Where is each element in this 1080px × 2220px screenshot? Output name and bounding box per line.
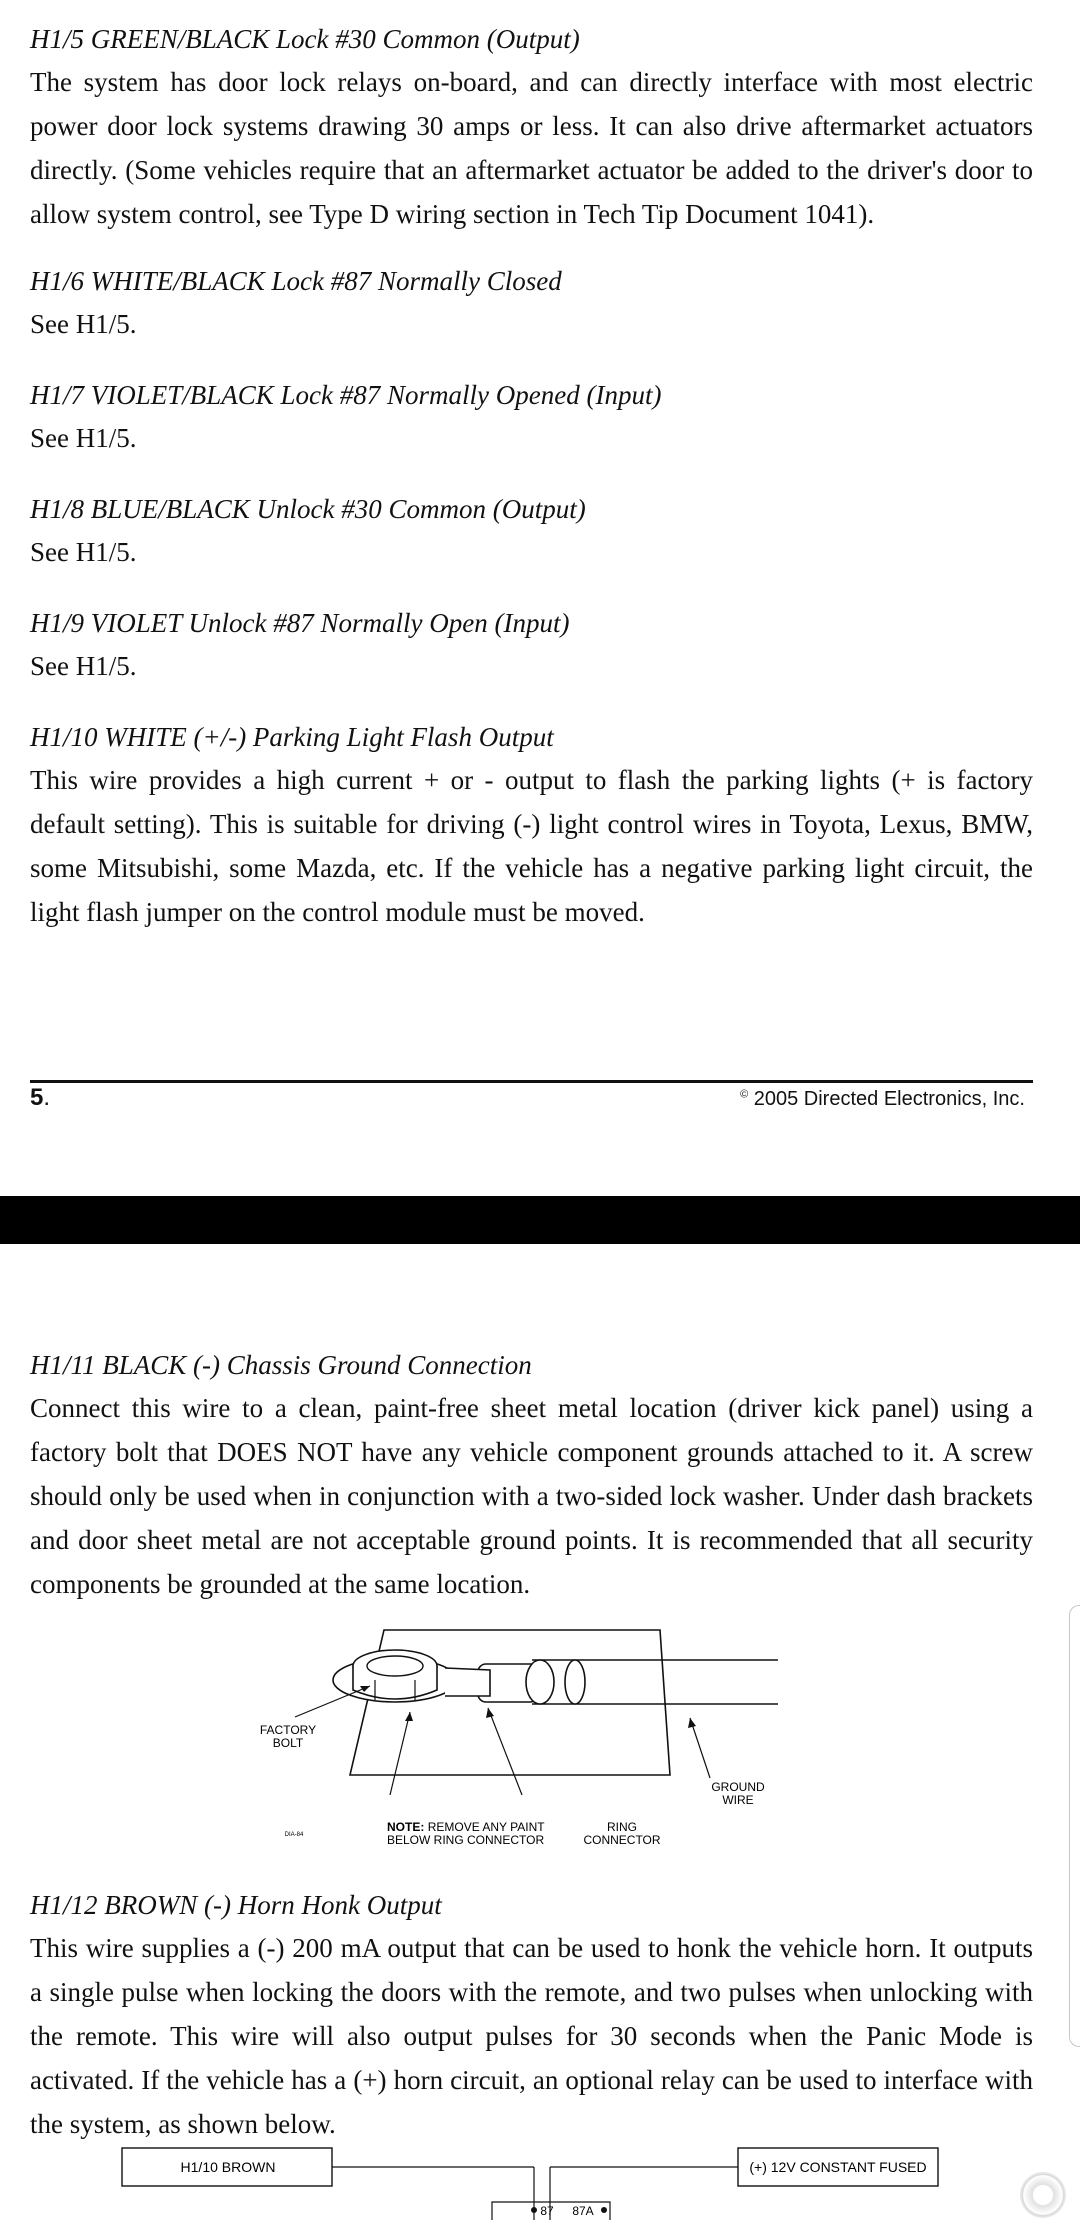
footer-rule: [30, 1080, 1033, 1083]
note-label-2: BELOW RING CONNECTOR: [387, 1833, 545, 1847]
section-body: See H1/5.: [30, 651, 137, 681]
section-body: This wire provides a high current + or - output to flash the parking lights (+ is factory default setting). This is suitable for driving (-) light control wires in Toyota, Lexus, BMW, some Mitsubishi, some Mazda, etc. If the vehicle has a negative parking light circuit, the light flash jumper on the control module must be moved.: [30, 765, 1033, 927]
ground-connection-diagram: [240, 1620, 800, 1860]
section-h1-7: [30, 378, 1033, 460]
section-heading: H1/6 WHITE/BLACK Lock #87 Normally Closed: [30, 266, 562, 296]
section-heading: H1/5 GREEN/BLACK Lock #30 Common (Output): [30, 24, 580, 54]
ring-connector-label-2: CONNECTOR: [583, 1833, 661, 1847]
section-h1-8: [30, 492, 1033, 574]
section-h1-9: [30, 606, 1033, 688]
power-source-label: (+) 12V CONSTANT FUSED: [749, 2159, 927, 2175]
section-heading: H1/7 VIOLET/BLACK Lock #87 Normally Opened (Input): [30, 380, 662, 410]
wire-end: [565, 1660, 585, 1704]
page-divider: [0, 1196, 1080, 1244]
section-h1-5: [30, 22, 1033, 236]
factory-bolt-label-2: BOLT: [272, 1736, 304, 1750]
section-body: This wire supplies a (-) 200 mA output that can be used to honk the vehicle horn. It outputs a single pulse when locking the doors with the remote, and two pulses when unlocking with the remote. This wire will also output pulses for 30 seconds when the Panic Mode is activated. If the vehicle has a (+) horn circuit, an optional relay can be used to interface with the system, as shown below.: [30, 1933, 1033, 2139]
section-body: See H1/5.: [30, 537, 137, 567]
note-label-1: NOTE: REMOVE ANY PAINT: [387, 1820, 545, 1834]
pin-87-label: 87: [540, 2204, 554, 2218]
section-h1-12: [30, 1888, 1033, 2146]
scrollbar-handle[interactable]: [1069, 1605, 1080, 2047]
ground-wire-label-1: GROUND: [711, 1780, 765, 1794]
copyright-text: 2005 Directed Electronics, Inc.: [753, 1088, 1025, 1110]
section-heading: H1/9 VIOLET Unlock #87 Normally Open (Input): [30, 608, 570, 638]
horn-relay-diagram: [110, 2132, 970, 2220]
copyright-notice: [740, 1088, 1025, 1111]
ring-tongue: [445, 1668, 490, 1696]
section-body: Connect this wire to a clean, paint-free sheet metal location (driver kick panel) using a factory bolt that DOES NOT have any vehicle component grounds attached to it. A screw should only be used when in conjunction with a two-sided lock washer. Under dash brackets and door sheet metal are not acceptable ground points. It is recommended that all security components be grounded at the same location.: [30, 1393, 1033, 1599]
brown-wire-label: H1/10 BROWN: [180, 2159, 276, 2175]
section-h1-11: [30, 1348, 1033, 1606]
section-h1-6: [30, 264, 1033, 346]
figure-code: DIA-84: [284, 1832, 304, 1838]
pin-87a-label: 87A: [572, 2204, 594, 2218]
watermark-seal-icon: [1020, 2172, 1066, 2218]
section-heading: H1/10 WHITE (+/-) Parking Light Flash Output: [30, 722, 554, 752]
page-number: 5.: [30, 1084, 51, 1111]
copyright-symbol: ©: [740, 1088, 749, 1101]
ground-wire-label-2: WIRE: [722, 1793, 754, 1807]
section-heading: H1/12 BROWN (-) Horn Honk Output: [30, 1890, 442, 1920]
section-body: The system has door lock relays on-board, and can directly interface with most electric power door lock systems drawing 30 amps or less. It can also drive aftermarket actuators directly. (Some vehicles require that an aftermarket actuator be added to the driver's door to allow system control, see Type D wiring section in Tech Tip Document 1041).: [30, 67, 1033, 229]
factory-bolt-label-1: FACTORY: [259, 1723, 317, 1737]
ring-connector-label-1: RING: [607, 1820, 637, 1834]
section-body: See H1/5.: [30, 423, 137, 453]
section-body: See H1/5.: [30, 309, 137, 339]
factory-bolt-body: [353, 1666, 437, 1699]
wire-insulation: [526, 1660, 554, 1704]
section-heading: H1/11 BLACK (-) Chassis Ground Connection: [30, 1350, 532, 1380]
section-h1-10: [30, 720, 1033, 934]
section-heading: H1/8 BLUE/BLACK Unlock #30 Common (Output): [30, 494, 586, 524]
